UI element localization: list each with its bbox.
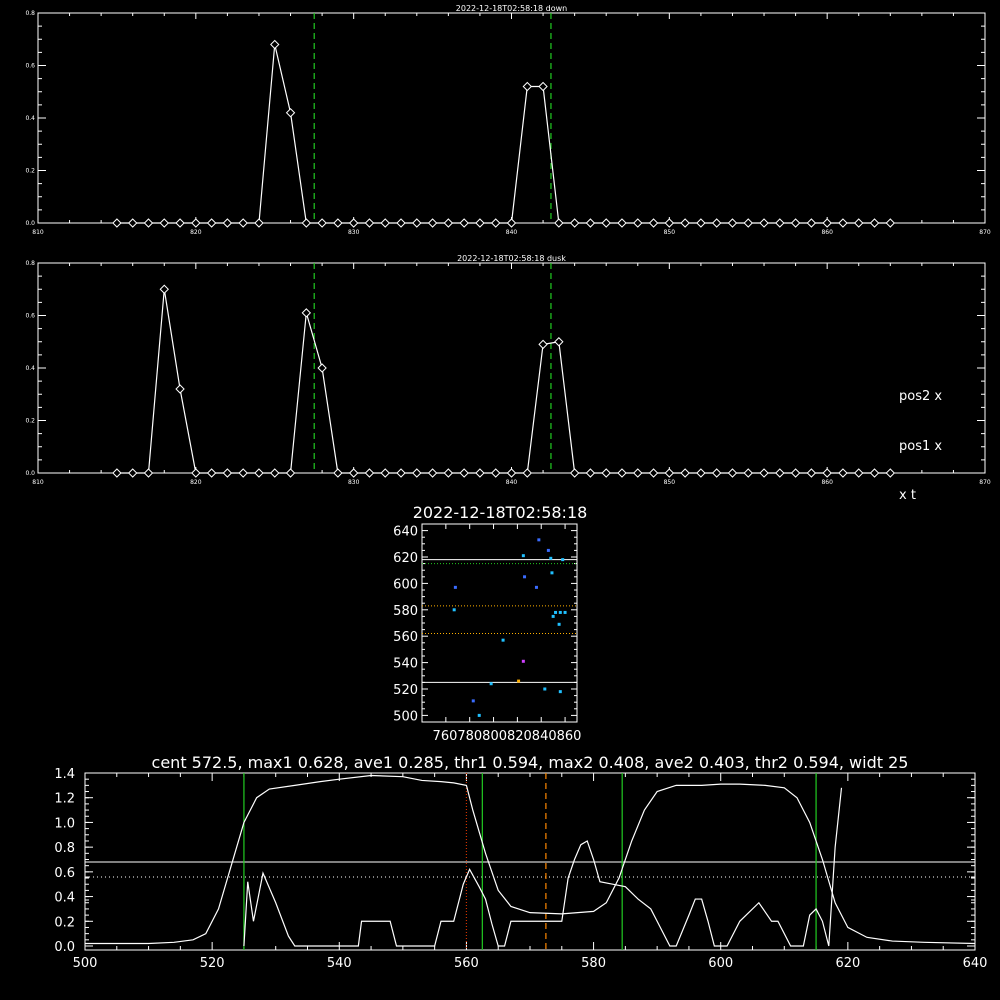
scatter-point <box>522 554 525 557</box>
x-tick-label: 820 <box>190 479 202 486</box>
scatter-point <box>549 557 552 560</box>
annotation-xt: x t <box>899 488 916 503</box>
data-point <box>429 469 437 477</box>
data-point <box>665 469 673 477</box>
x-tick-label: 850 <box>663 229 676 236</box>
x-tick-label: 840 <box>505 479 518 486</box>
data-point <box>508 219 516 227</box>
data-point <box>144 219 152 227</box>
data-point <box>650 219 658 227</box>
data-point <box>713 219 721 227</box>
scatter-point <box>537 538 540 541</box>
data-point <box>555 219 563 227</box>
x-tick-label: 640 <box>962 956 988 971</box>
scatter-point <box>523 575 526 578</box>
y-tick-label: 0.2 <box>25 417 35 425</box>
data-point <box>255 469 263 477</box>
data-point <box>776 469 784 477</box>
scatter-point <box>453 608 456 611</box>
data-point <box>208 469 216 477</box>
x-tick-label: 500 <box>72 956 98 971</box>
y-tick-label: 1.4 <box>54 767 75 782</box>
data-point <box>760 219 768 227</box>
data-point <box>160 219 168 227</box>
data-point <box>523 83 531 91</box>
data-point <box>223 469 231 477</box>
data-point <box>192 219 200 227</box>
data-point <box>555 338 563 346</box>
data-point <box>807 469 815 477</box>
scatter-point <box>543 688 546 691</box>
x-tick-label: 840 <box>505 229 518 236</box>
data-point <box>839 469 847 477</box>
data-point <box>571 469 579 477</box>
y-tick-label: 540 <box>393 656 418 672</box>
data-point <box>744 469 752 477</box>
scatter-point <box>559 690 562 693</box>
scatter-point <box>554 611 557 614</box>
y-tick-label: 520 <box>393 683 418 698</box>
data-point <box>271 41 279 49</box>
data-point <box>665 219 673 227</box>
x-tick-label: 860 <box>821 229 833 236</box>
x-tick-label: 600 <box>708 956 734 971</box>
data-point <box>681 219 689 227</box>
data-point <box>602 469 610 477</box>
data-line <box>117 289 890 473</box>
y-tick-label: 500 <box>393 709 418 725</box>
scatter-point <box>454 586 457 589</box>
x-tick-label: 830 <box>347 479 360 486</box>
data-point <box>476 469 484 477</box>
x-tick-label: 560 <box>454 956 479 971</box>
data-point <box>287 109 295 117</box>
x-tick-label: 830 <box>347 229 360 236</box>
data-point <box>381 469 389 477</box>
data-point <box>429 219 437 227</box>
plot-frame <box>38 13 985 223</box>
annotation-pos2: pos2 x <box>899 389 943 404</box>
data-point <box>650 469 658 477</box>
data-point <box>460 469 468 477</box>
scatter-point <box>478 714 481 717</box>
data-point <box>571 219 579 227</box>
data-point <box>397 219 405 227</box>
data-point <box>697 469 705 477</box>
data-point <box>523 469 531 477</box>
data-point <box>239 469 247 477</box>
y-tick-label: 0.0 <box>25 470 35 477</box>
data-point <box>586 469 594 477</box>
data-point <box>334 219 342 227</box>
data-point <box>839 219 847 227</box>
data-point <box>302 309 310 317</box>
data-point <box>713 469 721 477</box>
data-point <box>255 219 263 227</box>
data-point <box>823 219 831 227</box>
scatter-point <box>547 549 550 552</box>
data-point <box>634 469 642 477</box>
data-point <box>697 219 705 227</box>
data-point <box>634 219 642 227</box>
y-tick-label: 600 <box>393 577 418 593</box>
y-tick-label: 640 <box>393 524 418 540</box>
y-tick-label: 0.6 <box>25 62 35 70</box>
y-tick-label: 0.2 <box>25 167 35 175</box>
data-point <box>871 219 879 227</box>
data-point <box>129 469 137 477</box>
data-point <box>350 469 358 477</box>
y-tick-label: 580 <box>393 603 418 619</box>
data-point <box>681 469 689 477</box>
data-point <box>460 219 468 227</box>
data-point <box>728 219 736 227</box>
y-tick-label: 0.6 <box>54 865 75 881</box>
data-point <box>776 219 784 227</box>
x-tick-label: 540 <box>326 956 352 971</box>
x-tick-label: 820 <box>190 229 202 236</box>
data-point <box>886 219 894 227</box>
y-tick-label: 0.4 <box>25 115 35 122</box>
data-point <box>192 469 200 477</box>
data-point <box>271 469 279 477</box>
data-point <box>365 469 373 477</box>
data-point <box>792 219 800 227</box>
data-point <box>350 219 358 227</box>
data-point <box>807 219 815 227</box>
x-tick-label: 870 <box>979 479 991 486</box>
data-point <box>728 469 736 477</box>
data-point <box>381 219 389 227</box>
data-point <box>287 469 295 477</box>
data-point <box>302 219 310 227</box>
x-tick-label: 580 <box>581 956 606 971</box>
scatter-point <box>561 558 564 561</box>
data-point <box>176 219 184 227</box>
scatter-point <box>517 680 520 683</box>
chart-title: 2022-12-18T02:58:18 dusk <box>457 254 566 263</box>
data-point <box>855 219 863 227</box>
annotation-pos1: pos1 x <box>899 439 943 454</box>
data-point <box>144 469 152 477</box>
x-tick-label: 810 <box>32 479 44 486</box>
scatter-point <box>558 623 561 626</box>
data-point <box>792 469 800 477</box>
x-tick-label: 850 <box>663 479 676 486</box>
scatter-point <box>550 571 553 574</box>
data-point <box>318 219 326 227</box>
data-point <box>129 219 137 227</box>
y-tick-label: 0.0 <box>25 220 35 227</box>
y-tick-label: 0.8 <box>54 841 75 857</box>
plot-frame <box>38 263 985 473</box>
y-tick-label: 0.8 <box>25 260 35 267</box>
scatter-point <box>522 660 525 663</box>
data-point <box>760 469 768 477</box>
data-point <box>618 219 626 227</box>
x-tick-label: 620 <box>835 956 861 971</box>
data-line <box>117 45 890 224</box>
data-point <box>318 364 326 372</box>
x-tick-labels: 760780800820840860 <box>432 729 582 744</box>
data-point <box>508 469 516 477</box>
profile-title: cent 572.5, max1 0.628, ave1 0.285, thr1 0.594, max2 0.408, ave2 0.403, thr2 0.594, widt 25 <box>151 753 909 772</box>
y-tick-label: 0.4 <box>54 890 75 906</box>
data-point <box>113 469 121 477</box>
data-point <box>413 219 421 227</box>
x-tick-label: 520 <box>199 956 225 971</box>
x-tick-label: 860 <box>821 479 833 486</box>
y-tick-label: 0.0 <box>54 940 75 955</box>
y-tick-label: 0.6 <box>25 312 35 320</box>
derivative-line <box>244 788 842 946</box>
data-point <box>823 469 831 477</box>
y-tick-label: 1.2 <box>54 791 75 807</box>
data-point <box>886 469 894 477</box>
data-point <box>744 219 752 227</box>
chart-title: 2022-12-18T02:58:18 down <box>455 4 568 13</box>
data-point <box>602 219 610 227</box>
data-point <box>397 469 405 477</box>
data-point <box>476 219 484 227</box>
y-tick-label: 560 <box>393 630 418 646</box>
scatter-point <box>564 611 567 614</box>
data-point <box>223 219 231 227</box>
data-point <box>492 219 500 227</box>
data-point <box>586 219 594 227</box>
data-point <box>413 469 421 477</box>
y-tick-label: 1.0 <box>54 816 75 832</box>
data-point <box>176 385 184 393</box>
data-point <box>855 469 863 477</box>
data-point <box>334 469 342 477</box>
data-point <box>208 219 216 227</box>
y-tick-label: 0.8 <box>25 10 35 17</box>
data-point <box>871 469 879 477</box>
scatter-point <box>535 586 538 589</box>
scatter-point <box>472 699 475 702</box>
scatter-point <box>502 639 505 642</box>
y-tick-label: 0.4 <box>25 365 35 372</box>
data-point <box>444 219 452 227</box>
scatter-frame <box>422 524 577 722</box>
data-point <box>618 469 626 477</box>
x-tick-label: 870 <box>979 229 991 236</box>
scatter-title: 2022-12-18T02:58:18 <box>412 503 588 522</box>
y-tick-label: 0.2 <box>54 915 75 931</box>
x-tick-label: 810 <box>32 229 44 236</box>
profile-line <box>85 775 975 943</box>
data-point <box>444 469 452 477</box>
data-point <box>539 83 547 91</box>
data-point <box>160 285 168 293</box>
data-point <box>365 219 373 227</box>
scatter-point <box>559 611 562 614</box>
scatter-point <box>490 682 493 685</box>
data-point <box>539 340 547 348</box>
data-point <box>492 469 500 477</box>
scatter-point <box>552 615 555 618</box>
data-point <box>239 219 247 227</box>
y-tick-label: 620 <box>393 551 418 566</box>
data-point <box>113 219 121 227</box>
